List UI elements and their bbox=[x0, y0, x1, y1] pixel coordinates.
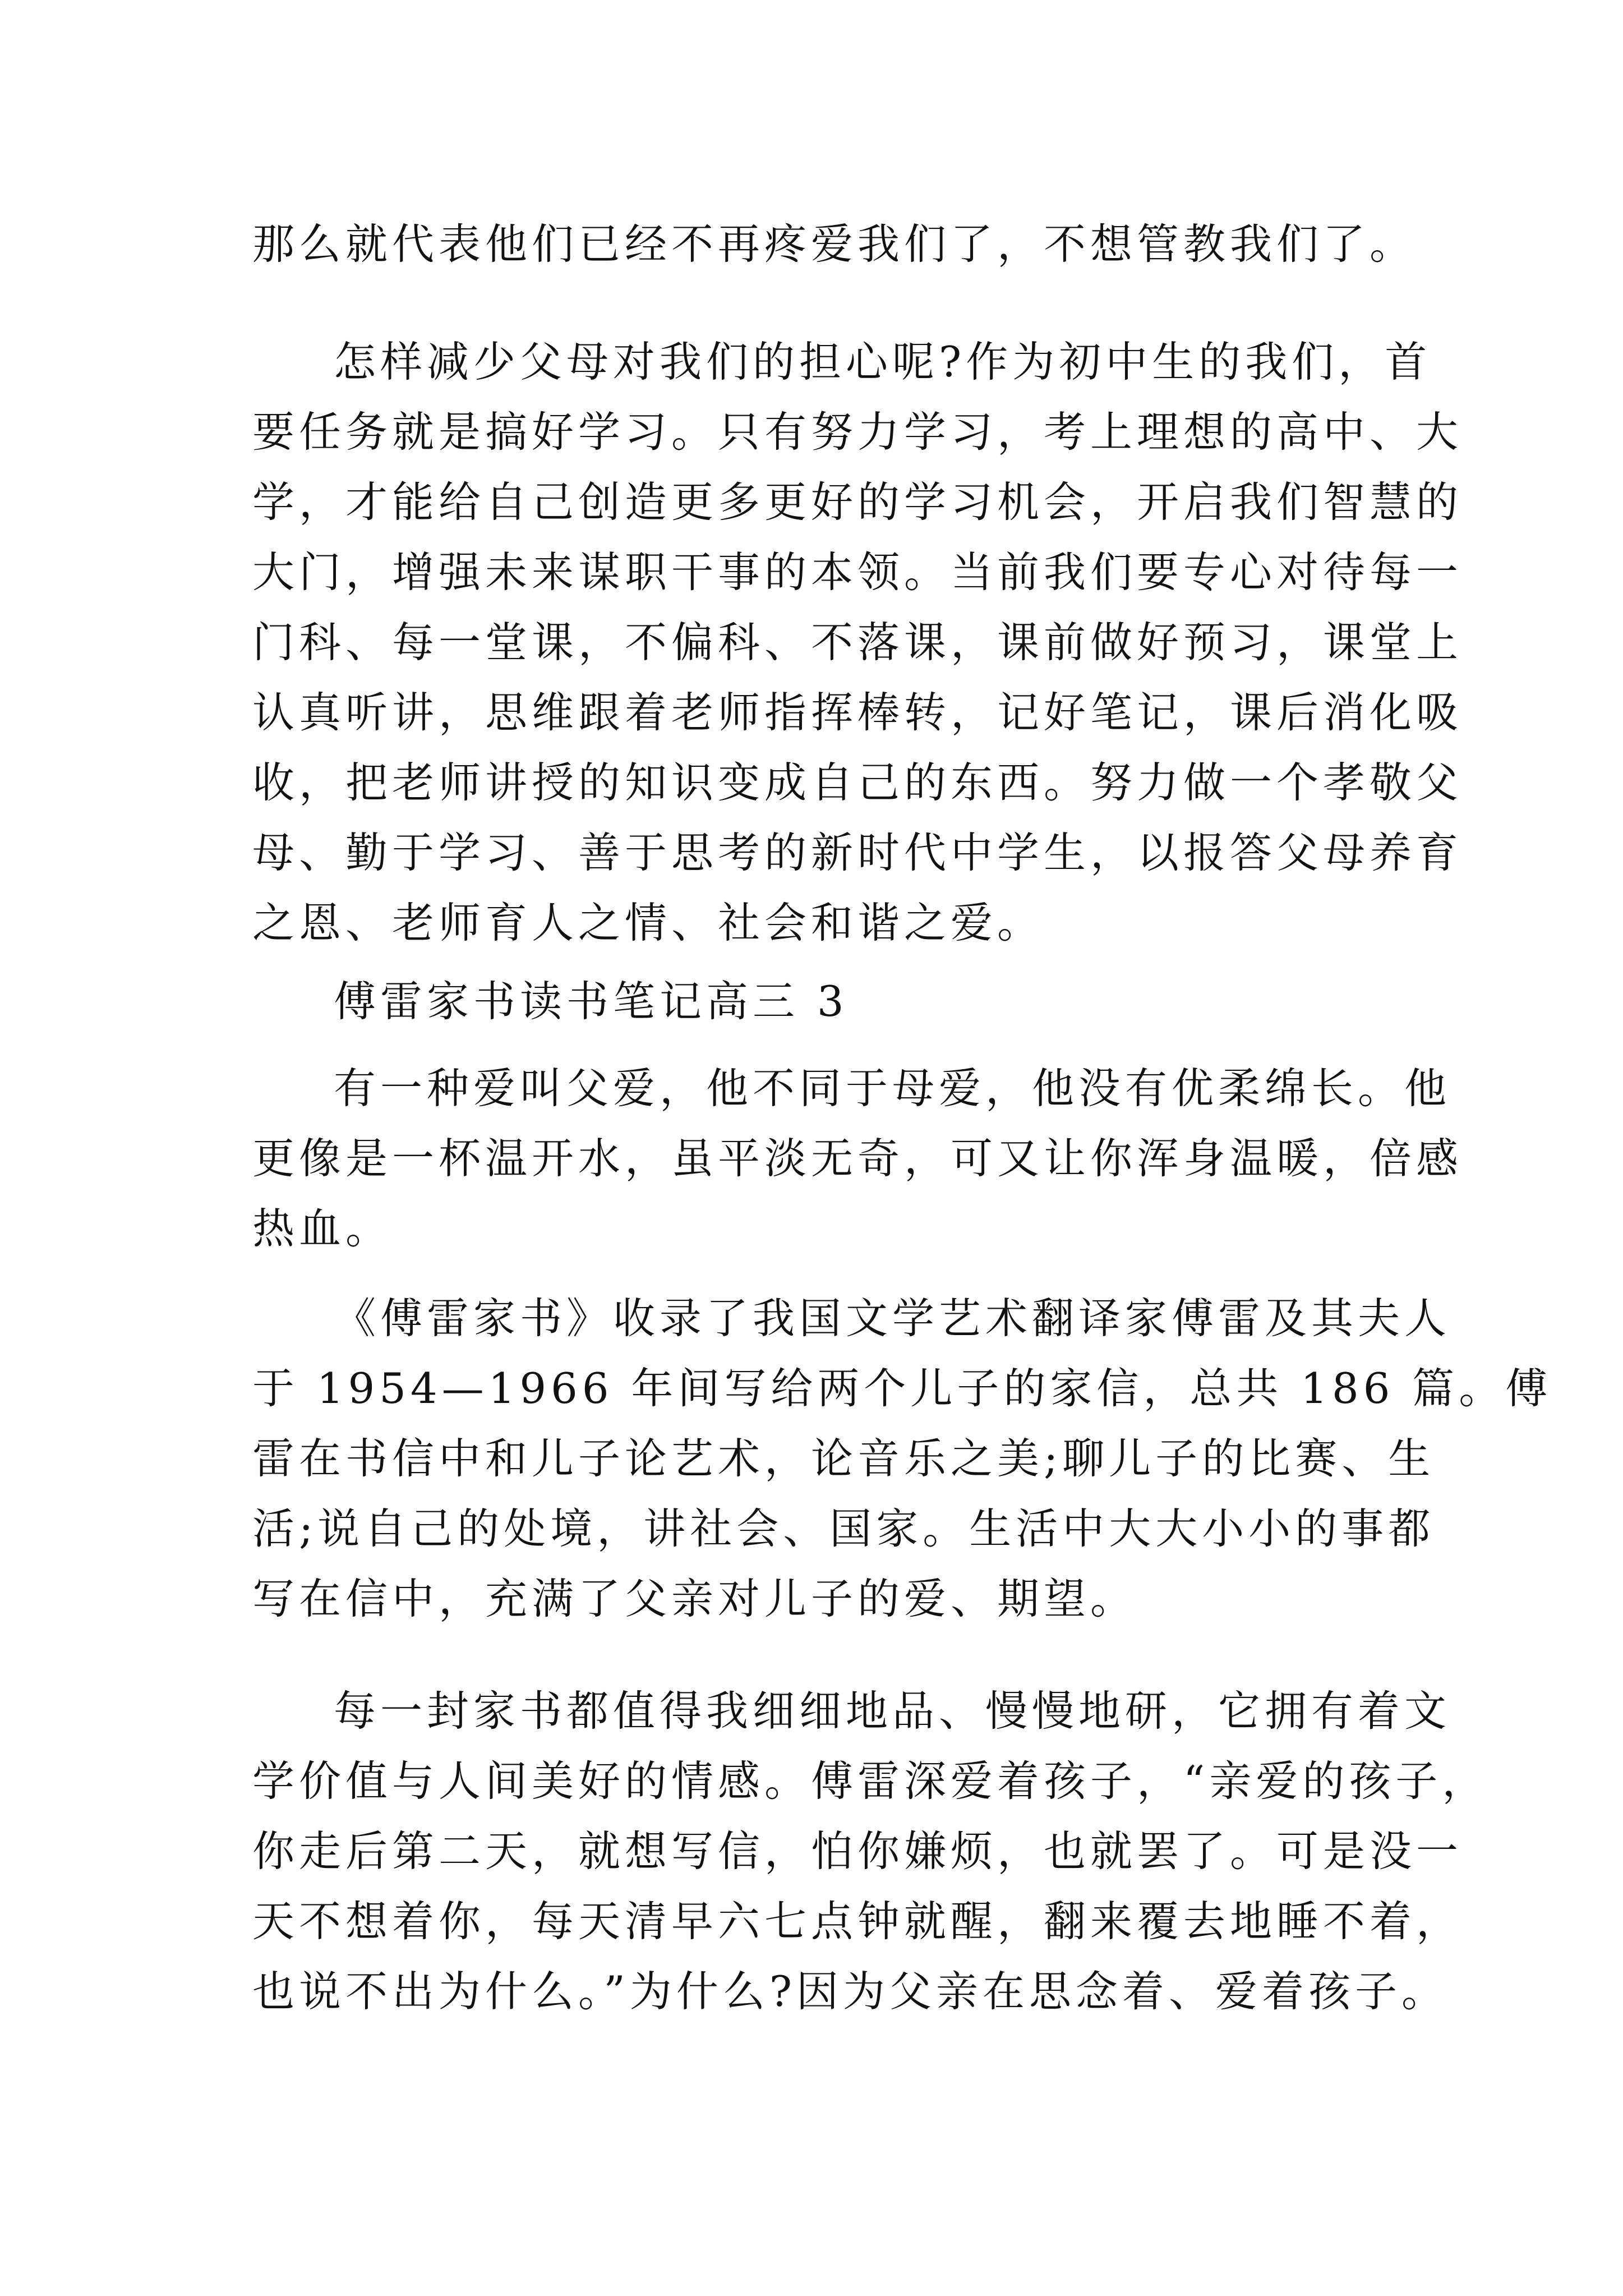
text-line: 雷在书信中和儿子论艺术，论音乐之美;聊儿子的比赛、生 bbox=[252, 1434, 1435, 1483]
text-line: 写在信中，充满了父亲对儿子的爱、期望。 bbox=[252, 1574, 1137, 1623]
text-line: 要任务就是搞好学习。只有努力学习，考上理想的高中、大 bbox=[252, 407, 1463, 457]
text-line: 更像是一杯温开水，虽平淡无奇，可又让你浑身温暖，倍感 bbox=[252, 1134, 1463, 1183]
text-line: 大门，增强未来谋职干事的本领。当前我们要专心对待每一 bbox=[252, 547, 1463, 597]
text-line: 门科、每一堂课，不偏科、不落课，课前做好预习，课堂上 bbox=[252, 618, 1463, 667]
text-line: 也说不出为什么。”为什么?因为父亲在思念着、爱着孩子。 bbox=[252, 1967, 1449, 2016]
text-line: 收，把老师讲授的知识变成自己的东西。努力做一个孝敬父 bbox=[252, 758, 1463, 807]
text-line: 那么就代表他们已经不再疼爱我们了，不想管教我们了。 bbox=[252, 219, 1417, 269]
text-line: 认真听讲，思维跟着老师指挥棒转，记好笔记，课后消化吸 bbox=[252, 688, 1463, 737]
paragraph-first-line: 有一种爱叫父爱，他不同于母爱，他没有优柔绵长。他 bbox=[334, 1064, 1451, 1113]
text-line: 天不想着你，每天清早六七点钟就醒，翻来覆去地睡不着， bbox=[252, 1897, 1463, 1946]
text-line: 活;说自己的处境，讲社会、国家。生活中大大小小的事都 bbox=[252, 1504, 1435, 1553]
text-line: 热血。 bbox=[252, 1204, 393, 1253]
paragraph-first-line: 每一封家书都值得我细细地品、慢慢地研，它拥有着文 bbox=[334, 1686, 1451, 1736]
text-line: 母、勤于学习、善于思考的新时代中学生，以报答父母养育 bbox=[252, 828, 1463, 877]
text-line: 之恩、老师育人之情、社会和谐之爱。 bbox=[252, 898, 1044, 947]
text-line: 于 1954—1966 年间写给两个儿子的家信，总共 186 篇。傅 bbox=[252, 1364, 1552, 1413]
text-line: 学，才能给自己创造更多更好的学习机会，开启我们智慧的 bbox=[252, 477, 1463, 527]
text-line: 你走后第二天，就想写信，怕你嫌烦，也就罢了。可是没一 bbox=[252, 1826, 1463, 1876]
section-heading: 傅雷家书读书笔记高三 3 bbox=[334, 977, 849, 1026]
text-line: 学价值与人间美好的情感。傅雷深爱着孩子，“亲爱的孩子， bbox=[252, 1756, 1489, 1806]
paragraph-first-line: 《傅雷家书》收录了我国文学艺术翻译家傅雷及其夫人 bbox=[334, 1294, 1451, 1343]
paragraph-first-line: 怎样减少父母对我们的担心呢?作为初中生的我们，首 bbox=[334, 337, 1432, 386]
